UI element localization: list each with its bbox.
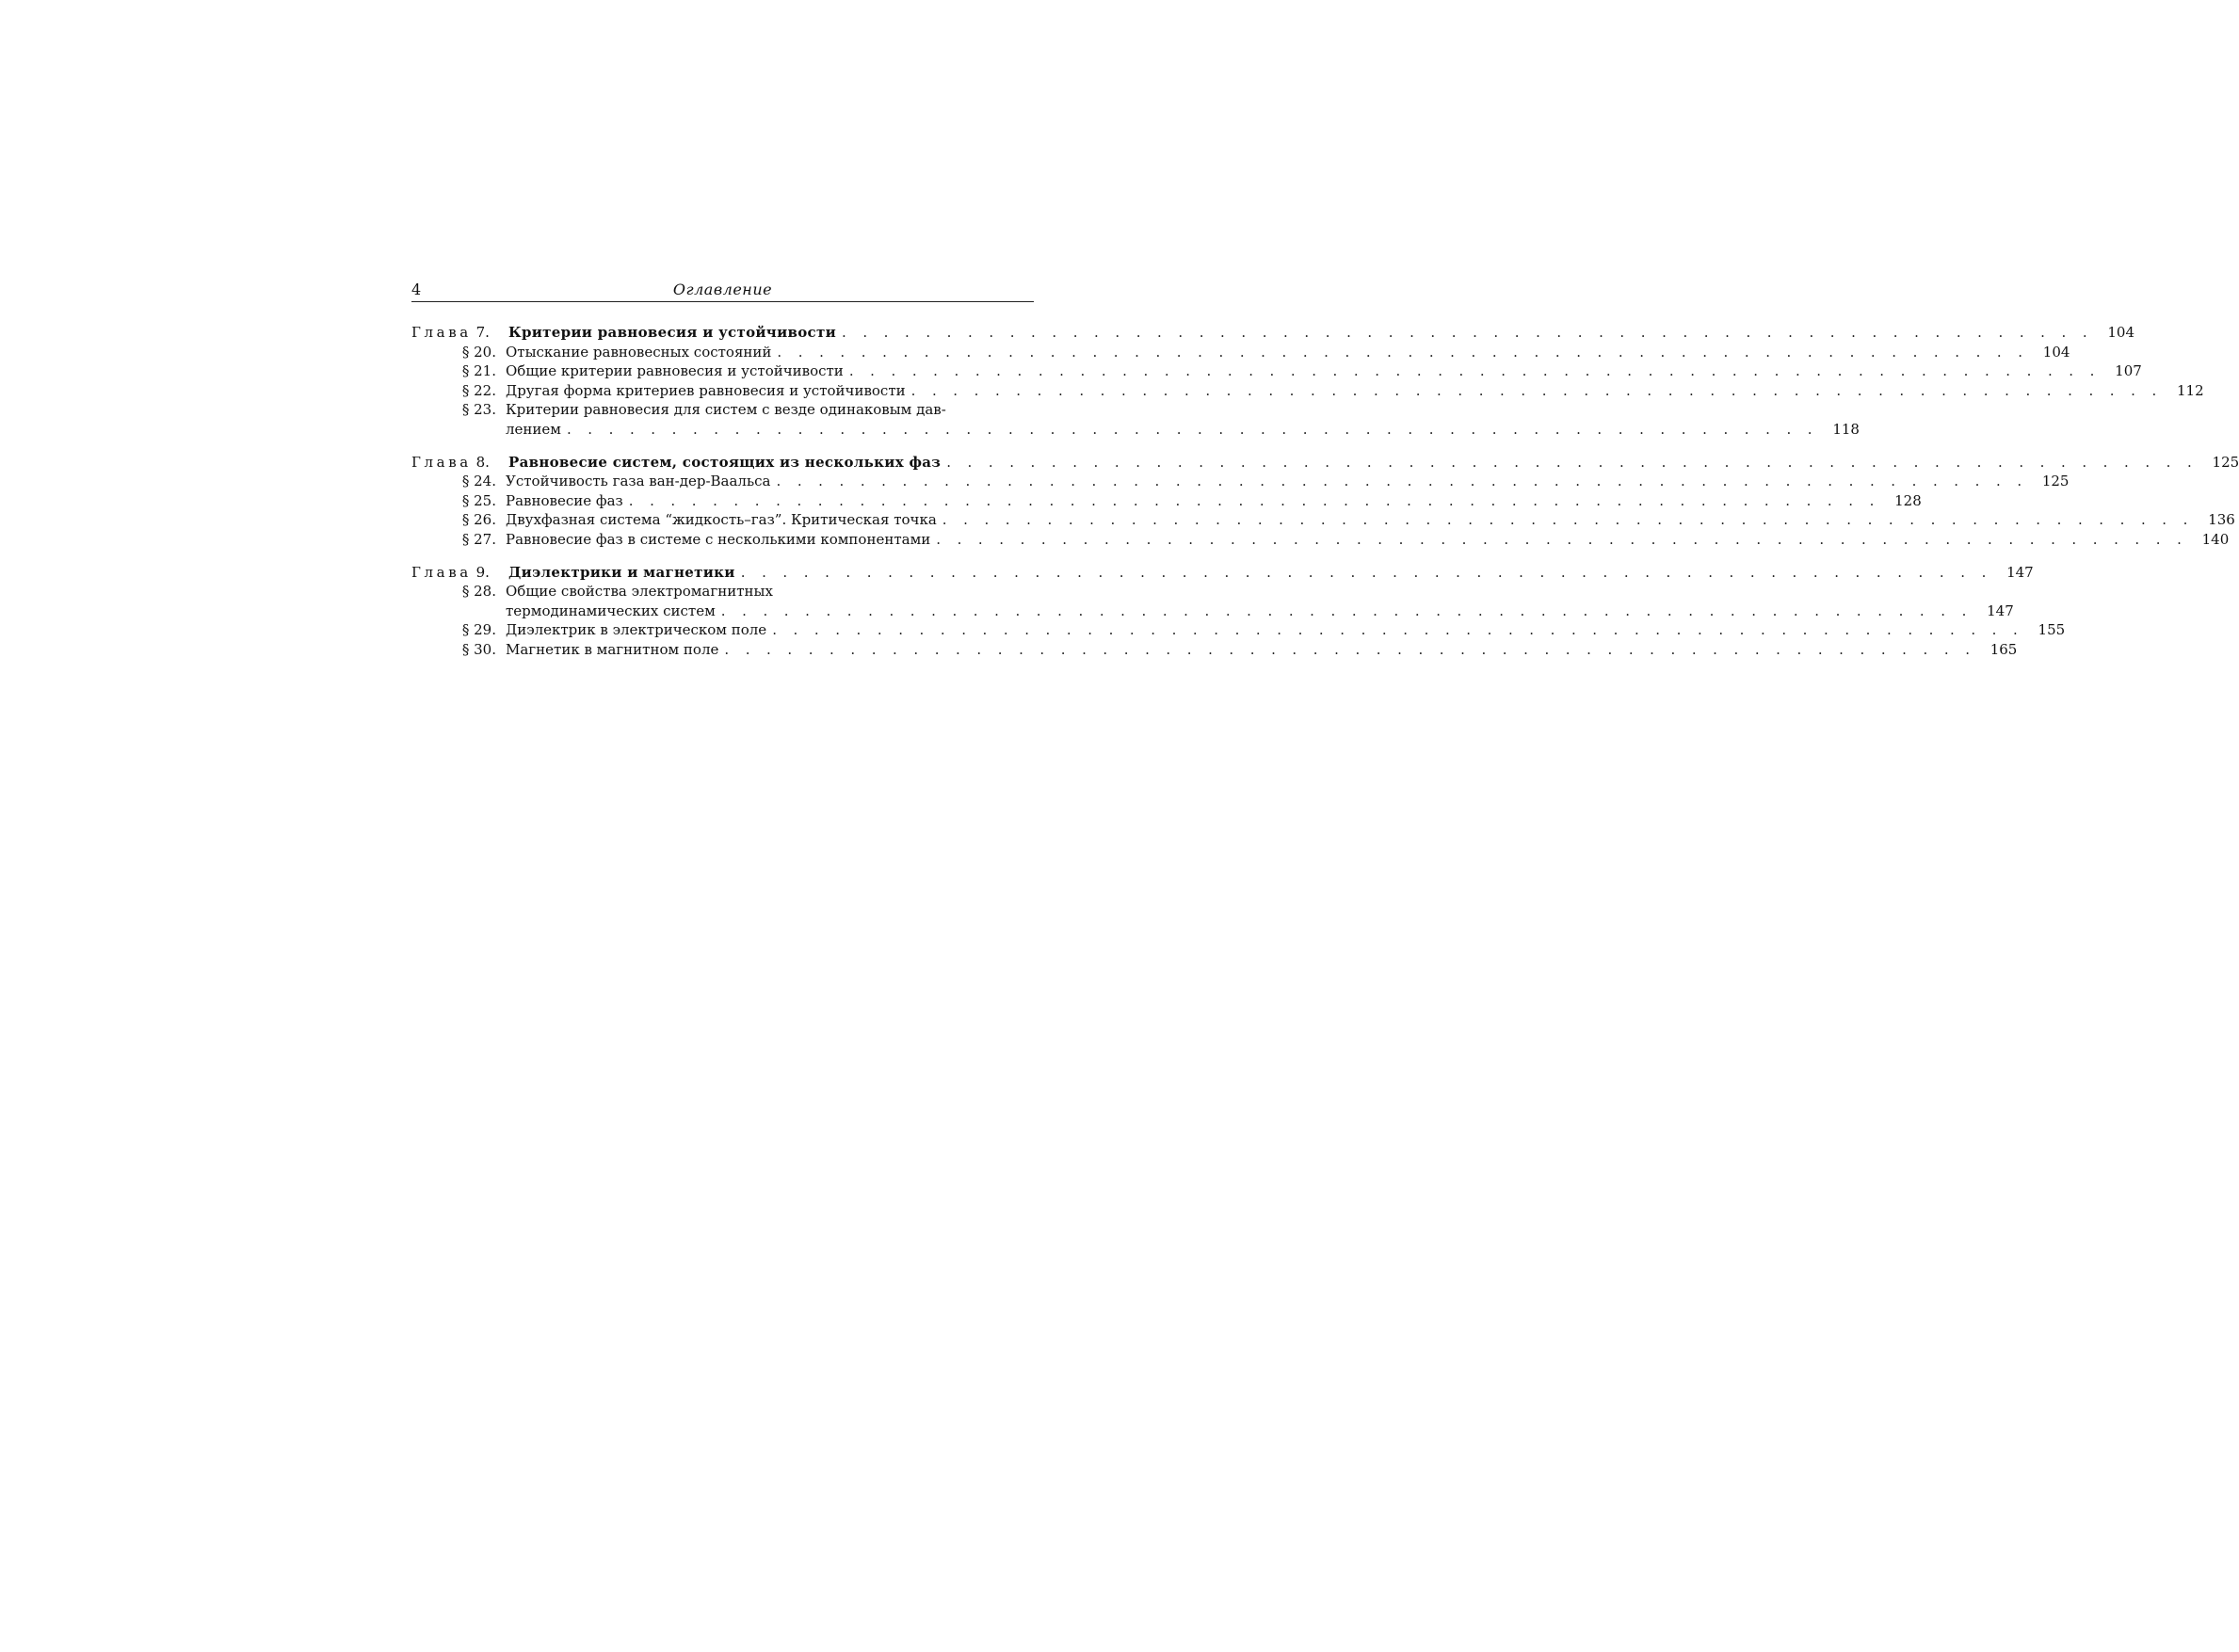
section-entry — [411, 620, 2066, 640]
leader-dots: . . . . . . . . . . . . . . . . . . . . . . . . . . . . . . . . . . . . . . . . . . . . . . . . . . . . . . . . . . . . — [777, 343, 2029, 361]
section-number: § 20. — [461, 343, 496, 361]
section-page: 112 — [2176, 381, 2204, 399]
leader-dots: . . . . . . . . . . . . . . . . . . . . . . . . . . . . . . . . . . . . . . . . . . . . . . . . . . . . . . . . . . . . — [740, 563, 1992, 581]
section-entry — [411, 510, 2235, 530]
toc-chapter-8 — [411, 453, 2239, 550]
chapter-entry — [411, 323, 2134, 343]
leader-dots: . . . . . . . . . . . . . . . . . . . . . . . . . . . . . . . . . . . . . . . . . . . . . . . . . . . . . . . . . . . . — [910, 381, 2163, 399]
leader-dots: . . . . . . . . . . . . . . . . . . . . . . . . . . . . . . . . . . . . . . . . . . . . . . . . . . . . . . . . . . . . — [720, 601, 1973, 619]
chapter-title: Диэлектрики и магнетики — [508, 563, 735, 581]
section-page: 128 — [1894, 491, 1922, 509]
section-title: Общие критерии равновесия и устойчивости — [506, 362, 844, 380]
section-title-line1: Общие свойства электромагнитных — [506, 583, 773, 601]
section-page: 125 — [2041, 473, 2070, 490]
section-number: § 23. — [461, 401, 496, 419]
leader-dots: . . . . . . . . . . . . . . . . . . . . . . . . . . . . . . . . . . . . . . . . . . . . . . . . . . . . . . . . . . . . — [776, 473, 2028, 490]
section-title: Устойчивость газа ван-дер-Ваальса — [506, 473, 771, 490]
section-entry — [411, 582, 2014, 620]
running-header — [411, 281, 1034, 302]
chapter-page: 147 — [2006, 563, 2034, 581]
section-number: § 25. — [461, 491, 496, 509]
leader-dots: . . . . . . . . . . . . . . . . . . . . . . . . . . . . . . . . . . . . . . . . . . . . . . . . . . . . . . . . . . . . — [628, 491, 1880, 509]
leader-dots: . . . . . . . . . . . . . . . . . . . . . . . . . . . . . . . . . . . . . . . . . . . . . . . . . . . . . . . . . . . . — [772, 621, 2024, 639]
section-number: § 24. — [461, 473, 496, 490]
chapter-entry — [411, 453, 2239, 473]
section-title: Магнетик в магнитном поле — [506, 640, 719, 658]
leader-dots: . . . . . . . . . . . . . . . . . . . . . . . . . . . . . . . . . . . . . . . . . . . . . . . . . . . . . . . . . . . . — [724, 640, 1976, 658]
section-title-line2: термодинамических систем — [506, 601, 716, 619]
section-page: 140 — [2201, 530, 2230, 548]
chapter-number: 7. — [475, 324, 490, 341]
section-entry — [411, 343, 2070, 362]
section-number: § 29. — [461, 621, 496, 639]
section-page: 155 — [2038, 621, 2066, 639]
chapter-title: Критерии равновесия и устойчивости — [508, 324, 836, 341]
leader-dots: . . . . . . . . . . . . . . . . . . . . . . . . . . . . . . . . . . . . . . . . . . . . . . . . . . . . . . . . . . . . — [946, 453, 2199, 471]
section-page: 118 — [1832, 420, 1860, 438]
section-number: § 28. — [461, 583, 496, 601]
section-page: 165 — [1989, 640, 2018, 658]
section-page: 136 — [2208, 511, 2235, 529]
leader-dots: . . . . . . . . . . . . . . . . . . . . . . . . . . . . . . . . . . . . . . . . . . . . . . . . . . . . . . . . . . . . — [848, 362, 2101, 380]
section-number: § 21. — [461, 362, 496, 380]
chapter-number: 9. — [475, 563, 490, 581]
section-number: § 22. — [461, 381, 496, 399]
table-of-contents — [411, 323, 2239, 673]
chapter-page: 104 — [2107, 324, 2134, 341]
section-number: § 30. — [461, 640, 496, 658]
chapter-word: Глава — [411, 324, 472, 341]
chapter-number: 8. — [475, 453, 490, 471]
toc-chapter-7 — [411, 323, 2204, 440]
section-title-line2: лением — [506, 420, 561, 438]
chapter-title: Равновесие систем, состоящих из нескольких фаз — [508, 453, 942, 471]
section-number: § 26. — [461, 511, 496, 529]
chapter-word: Глава — [411, 453, 472, 471]
leader-dots: . . . . . . . . . . . . . . . . . . . . . . . . . . . . . . . . . . . . . . . . . . . . . . . . . . . . . . . . . . . . — [942, 511, 2194, 529]
section-title: Отыскание равновесных состояний — [506, 343, 772, 361]
toc-chapter-9 — [411, 563, 2066, 660]
section-entry — [411, 361, 2142, 381]
section-entry — [411, 530, 2230, 550]
page-number: 4 — [411, 281, 422, 298]
leader-dots: . . . . . . . . . . . . . . . . . . . . . . . . . . . . . . . . . . . . . . . . . . . . . . . . . . . . . . . . . . . . — [936, 530, 2188, 548]
leader-dots: . . . . . . . . . . . . . . . . . . . . . . . . . . . . . . . . . . . . . . . . . . . . . . . . . . . . . . . . . . . . — [842, 324, 2093, 341]
chapter-word: Глава — [411, 563, 472, 581]
section-entry — [411, 640, 2018, 660]
chapter-entry — [411, 563, 2034, 583]
section-title-line1: Критерии равновесия для систем с везде одинаковым дав- — [506, 401, 946, 419]
chapter-page: 125 — [2212, 453, 2239, 471]
section-number: § 27. — [461, 530, 496, 548]
section-page: 107 — [2115, 362, 2142, 380]
section-page: 147 — [1987, 601, 2014, 619]
section-page: 104 — [2042, 343, 2070, 361]
section-title: Диэлектрик в электрическом поле — [506, 621, 767, 639]
running-title: Оглавление — [672, 281, 773, 298]
section-entry — [411, 491, 1922, 511]
section-title: Двухфазная система “жидкость–газ”. Критическая точка — [506, 511, 937, 529]
section-entry — [411, 400, 1860, 439]
leader-dots: . . . . . . . . . . . . . . . . . . . . . . . . . . . . . . . . . . . . . . . . . . . . . . . . . . . . . . . . . . . . — [566, 420, 1818, 438]
section-title: Другая форма критериев равновесия и устойчивости — [506, 381, 906, 399]
section-entry — [411, 381, 2204, 401]
section-title: Равновесие фаз в системе с несколькими компонентами — [506, 530, 931, 548]
section-title: Равновесие фаз — [506, 491, 623, 509]
section-entry — [411, 472, 2070, 491]
